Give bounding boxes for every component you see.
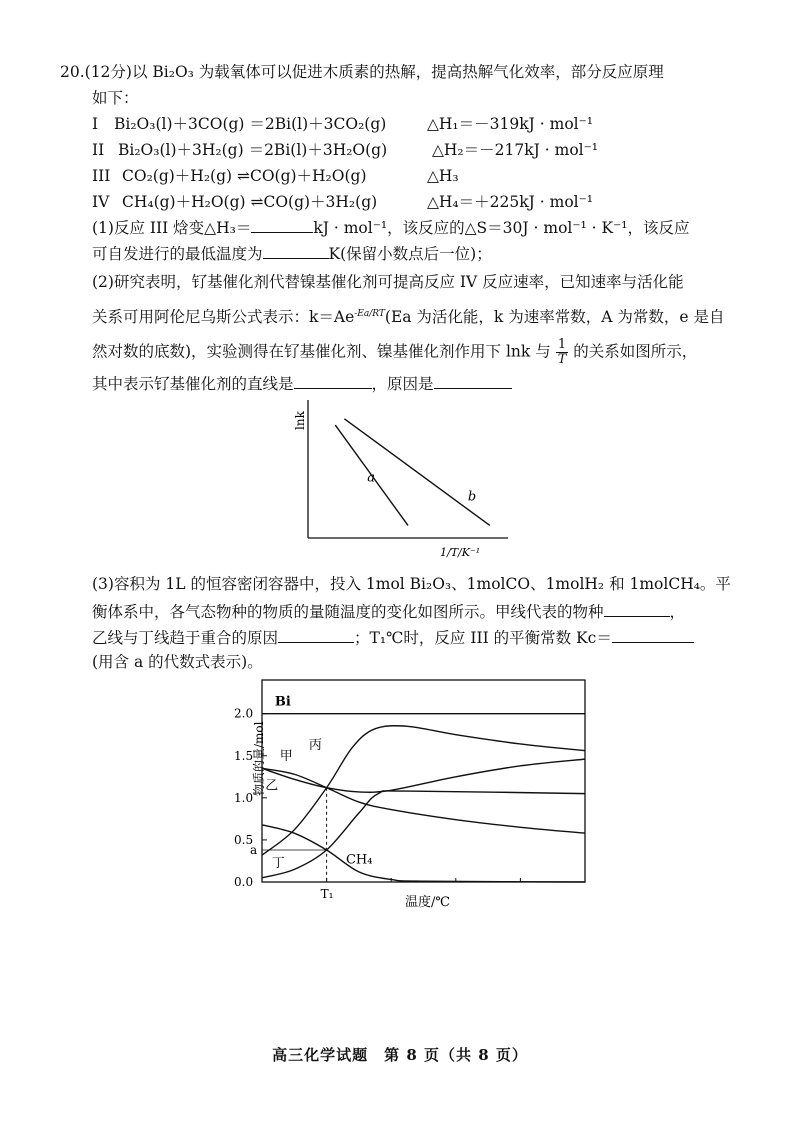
page-footer: 高三化学试题 第 8 页（共 8 页）: [272, 1046, 528, 1064]
answer-blank[interactable]: [251, 218, 313, 233]
reaction-2: [92, 140, 599, 160]
fraction-den: T: [557, 352, 567, 367]
part2-text: 其中表示钌基催化剂的直线是: [92, 375, 294, 393]
answer-blank[interactable]: [278, 628, 354, 643]
part3-text: ，: [669, 603, 686, 621]
t1-label: T₁: [320, 887, 334, 901]
part2-line4: [92, 374, 512, 394]
y-tick-label: 0.5: [234, 832, 254, 847]
arrhenius-exponent: -Ea/RT: [354, 309, 385, 319]
part2-line1: (2)研究表明，钌基催化剂代替镍基催化剂可提高反应 IV 反应速率，已知速率与活化能: [92, 273, 684, 291]
part2-text: ，原因是: [371, 375, 434, 393]
part1-text: kJ · mol⁻¹，该反应的△S＝30J · mol⁻¹ · K⁻¹，该反应: [313, 219, 690, 237]
question-header: 20.(12分)以 Bi₂O₃ 为载氧体可以促进木质素的热解，提高热解气化效率，部分反应原理: [60, 63, 664, 81]
series-line-甲: [262, 759, 585, 792]
question-header-cont: 如下：: [92, 89, 139, 107]
series-label-b: b: [467, 489, 477, 505]
part1-text: (1)反应 III 焓变△H₃＝: [92, 219, 252, 237]
y-tick-label: 1.0: [234, 790, 254, 805]
part3-line1: (3)容积为 1L 的恒容密闭容器中，投入 1mol Bi₂O₃、1molCO、1molH₂ 和 1molCH₄。平: [92, 575, 731, 593]
x-axis-label: 1/T/K⁻¹: [440, 546, 481, 559]
reaction-dh: △H₂＝－217kJ · mol⁻¹: [432, 141, 599, 159]
part3-text: 乙线与丁线趋于重合的原因: [92, 629, 279, 647]
reaction-dh: △H₄＝＋225kJ · mol⁻¹: [427, 193, 594, 211]
series-label: Bi: [274, 694, 291, 710]
amount-vs-temperature-chart: [205, 672, 595, 912]
series-label: 甲: [279, 748, 293, 764]
series-line-乙: [262, 768, 585, 833]
fraction-num: 1: [556, 338, 569, 353]
reaction-dh: △H₁＝－319kJ · mol⁻¹: [427, 115, 594, 133]
series-label: 乙: [265, 778, 279, 794]
answer-blank[interactable]: [263, 244, 329, 259]
answer-blank[interactable]: [612, 628, 694, 643]
y-tick-label: 0.0: [234, 875, 254, 889]
part2-text: 然对数的底数)，实验测得在钌基催化剂、镍基催化剂作用下 lnk 与: [92, 342, 551, 361]
lnk-vs-invT-chart: [290, 396, 520, 566]
part1-text: K(保留小数点后一位)；: [328, 245, 492, 263]
reaction-eq: CH₄(g)＋H₂O(g) ⇌CO(g)＋3H₂(g): [122, 193, 378, 211]
reaction-4: [92, 192, 594, 212]
part2-text: 关系可用阿伦尼乌斯公式表示：k＝Ae: [92, 308, 355, 327]
reaction-num: IV: [92, 193, 110, 211]
y-axis-label: lnk: [293, 411, 307, 430]
part2-line3: [92, 338, 697, 367]
series-line-CH₄: [262, 825, 585, 882]
answer-blank[interactable]: [434, 374, 512, 389]
series-label: 丁: [271, 855, 285, 871]
series-label-a: a: [367, 470, 376, 486]
answer-blank[interactable]: [294, 374, 372, 389]
series-label: 丙: [308, 738, 322, 754]
part3-line3: [92, 628, 694, 648]
part1-line1: [92, 218, 690, 238]
reaction-1: [92, 114, 594, 134]
series-line-b: [344, 419, 489, 526]
part3-line4: (用含 a 的代数式表示)。: [92, 653, 263, 671]
part2-text: (Ea 为活化能，k 为速率常数，A 为常数，e 是自: [384, 308, 725, 327]
part3-text: ；T₁℃时，反应 III 的平衡常数 Kc＝: [354, 629, 612, 647]
reaction-num: III: [92, 167, 111, 185]
reaction-dh: △H₃: [427, 167, 459, 185]
part2-line2: [92, 304, 724, 327]
part3-line2: [92, 602, 685, 622]
part2-text: 的关系如图所示，: [573, 342, 698, 361]
series-label: CH₄: [345, 852, 373, 868]
part1-line2: [92, 244, 492, 264]
reaction-3: [92, 166, 459, 186]
series-line-丁: [262, 791, 585, 878]
reaction-num: II: [92, 141, 105, 159]
answer-blank[interactable]: [604, 602, 670, 617]
y-tick-label: 2.0: [234, 706, 254, 721]
y-axis-label: 物质的量/mol: [252, 721, 266, 796]
fraction-1-over-T: [556, 338, 569, 367]
x-axis-label: 温度/℃: [405, 895, 450, 910]
a-label: a: [250, 843, 258, 858]
part1-text: 可自发进行的最低温度为: [92, 245, 263, 263]
y-tick-label: 1.5: [234, 748, 254, 763]
reaction-num: I: [92, 115, 99, 133]
reaction-eq: CO₂(g)＋H₂(g) ⇌CO(g)＋H₂O(g): [122, 167, 367, 185]
reaction-eq: Bi₂O₃(l)＋3H₂(g) ＝2Bi(l)＋3H₂O(g): [118, 141, 388, 159]
reaction-eq: Bi₂O₃(l)＋3CO(g) ＝2Bi(l)＋3CO₂(g): [114, 115, 387, 133]
part3-text: 衡体系中，各气态物种的物质的量随温度的变化如图所示。甲线代表的物种: [92, 603, 604, 621]
